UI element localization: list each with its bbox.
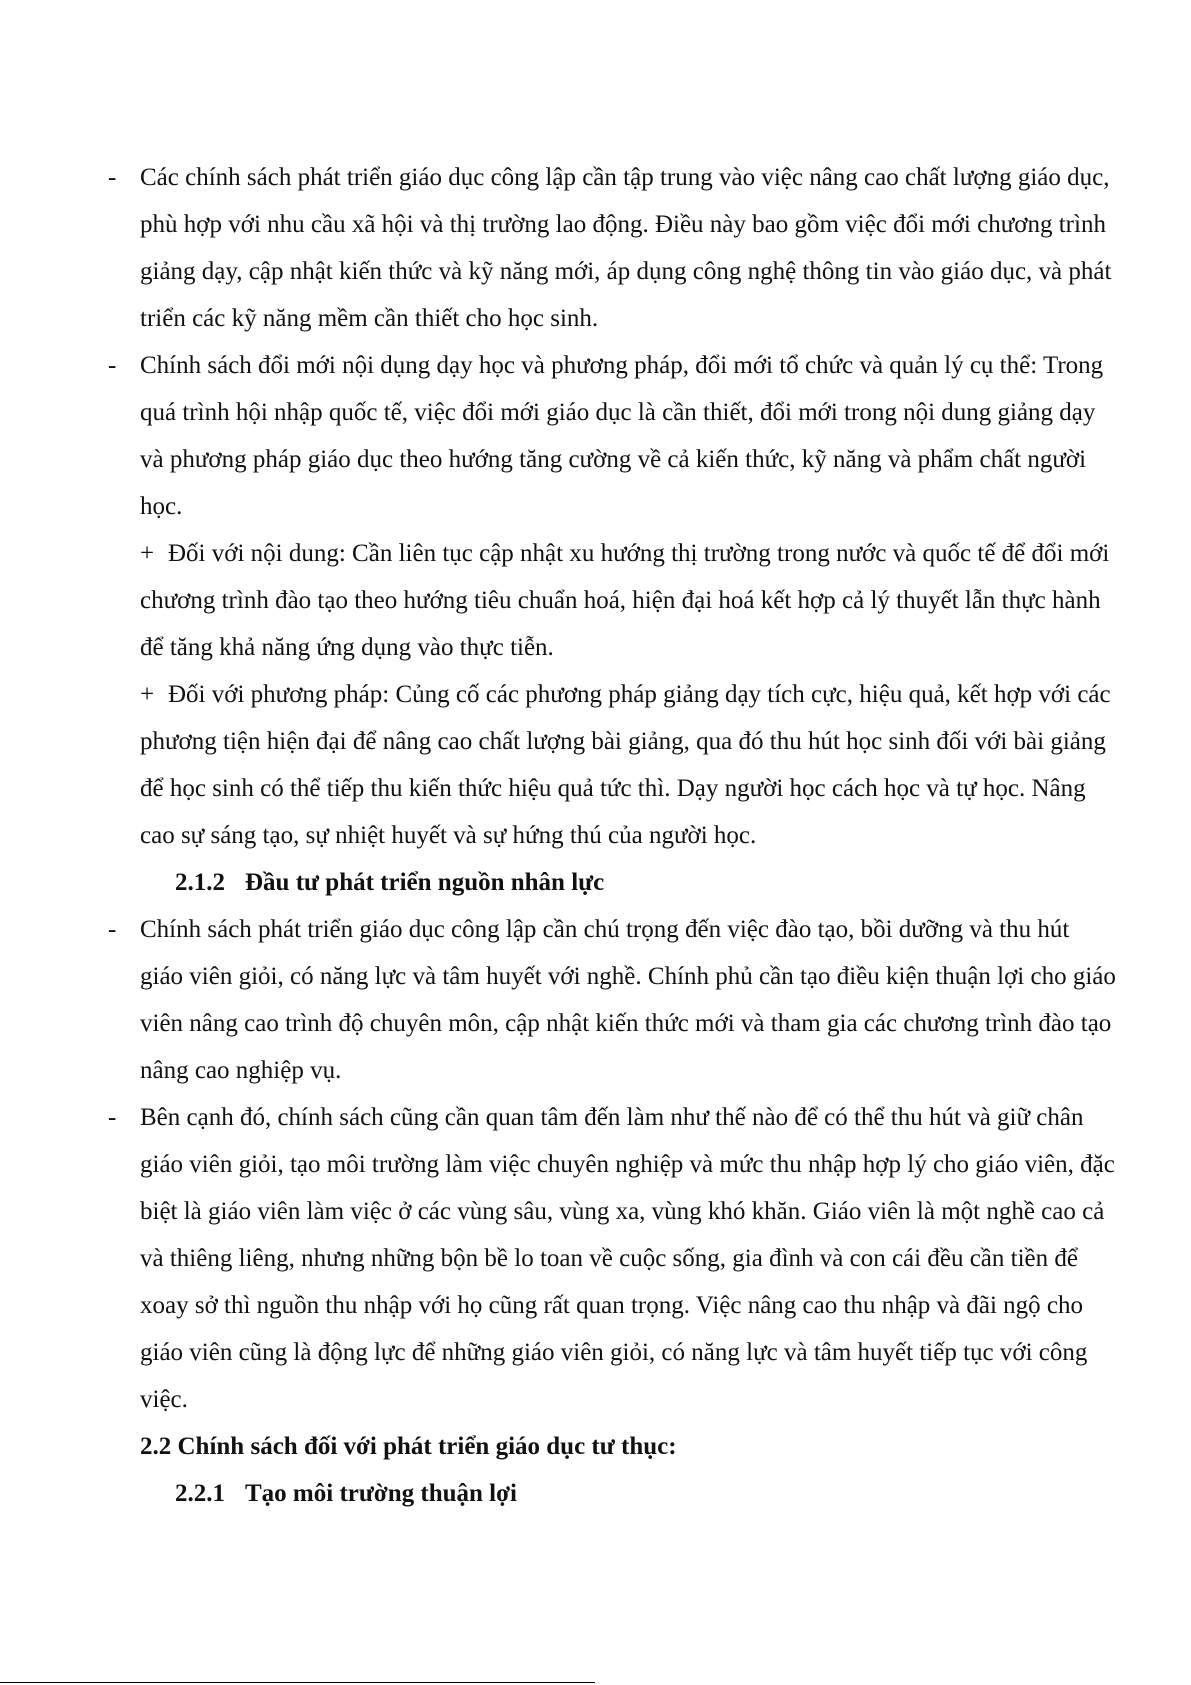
sub-paragraph-method — [108, 671, 1118, 859]
bullet-dash: - — [108, 1104, 117, 1131]
heading-2-1-2 — [108, 859, 1118, 906]
sub-bullet-plus: + — [140, 540, 155, 567]
heading-number: 2.2.1 — [175, 1480, 225, 1507]
paragraph-text: Đối với phương pháp: Củng cố các phương pháp giảng dạy tích cực, hiệu quả, kết hợp với các phương tiện hiện đại để nâng cao chất lượng bài giảng, qua đó thu hút học sinh đối với bài giảng để học sinh có thể tiếp thu kiến thức hiệu quả tức thì. Dạy người học cách học và tự học. Nâng cao sự sáng tạo, sự nhiệt huyết và sự hứng thú của người học. — [140, 681, 1111, 849]
heading-2-2-1 — [108, 1470, 1118, 1517]
bullet-paragraph-4 — [108, 1094, 1118, 1423]
bullet-dash: - — [108, 916, 117, 943]
heading-text: Tạo môi trường thuận lợi — [245, 1480, 517, 1507]
paragraph-text: Chính sách đổi mới nội dụng dạy học và phương pháp, đổi mới tổ chức và quản lý cụ thể: Trong quá trình hội nhập quốc tế, việc đổi mới giáo dục là cần thiết, đổi mới trong nội dung giảng dạy và phương pháp giáo dục theo hướng tăng cường về cả kiến thức, kỹ năng và phẩm chất người học. — [140, 352, 1104, 520]
bullet-dash: - — [108, 352, 117, 379]
heading-number: 2.1.2 — [175, 869, 225, 896]
footnote-separator — [0, 1682, 595, 1683]
document-body — [108, 154, 1118, 1517]
bullet-paragraph-3 — [108, 906, 1118, 1094]
paragraph-text: Đối với nội dung: Cần liên tục cập nhật xu hướng thị trường trong nước và quốc tế để đổi mới chương trình đào tạo theo hướng tiêu chuẩn hoá, hiện đại hoá kết hợp cả lý thuyết lẫn thực hành để tăng khả năng ứng dụng vào thực tiễn. — [140, 540, 1110, 661]
sub-bullet-plus: + — [140, 681, 155, 708]
bullet-paragraph-2 — [108, 342, 1118, 530]
sub-paragraph-content — [108, 530, 1118, 671]
bullet-paragraph-1 — [108, 154, 1118, 342]
bullet-dash: - — [108, 164, 117, 191]
paragraph-text: Các chính sách phát triển giáo dục công lập cần tập trung vào việc nâng cao chất lượng giáo dục, phù hợp với nhu cầu xã hội và thị trường lao động. Điều này bao gồm việc đổi mới chương trình giảng dạy, cập nhật kiến thức và kỹ năng mới, áp dụng công nghệ thông tin vào giáo dục, và phát triển các kỹ năng mềm cần thiết cho học sinh. — [140, 164, 1112, 332]
heading-text: Đầu tư phát triển nguồn nhân lực — [245, 869, 605, 896]
paragraph-text: Chính sách phát triển giáo dục công lập cần chú trọng đến việc đào tạo, bồi dưỡng và thu hút giáo viên giỏi, có năng lực và tâm huyết với nghề. Chính phủ cần tạo điều kiện thuận lợi cho giáo viên nâng cao trình độ chuyên môn, cập nhật kiến thức mới và tham gia các chương trình đào tạo nâng cao nghiệp vụ. — [140, 916, 1116, 1084]
heading-2-2: 2.2 Chính sách đối với phát triển giáo dục tư thục: — [140, 1433, 677, 1460]
paragraph-text: Bên cạnh đó, chính sách cũng cần quan tâm đến làm như thế nào để có thể thu hút và giữ chân giáo viên giỏi, tạo môi trường làm việc chuyên nghiệp và mức thu nhập hợp lý cho giáo viên, đặc biệt là giáo viên làm việc ở các vùng sâu, vùng xa, vùng khó khăn. Giáo viên là một nghề cao cả và thiêng liêng, nhưng những bộn bề lo toan về cuộc sống, gia đình và con cái đều cần tiền để xoay sở thì nguồn thu nhập với họ cũng rất quan trọng. Việc nâng cao thu nhập và đãi ngộ cho giáo viên cũng là động lực để những giáo viên giỏi, có năng lực và tâm huyết tiếp tục với công việc. — [140, 1104, 1115, 1413]
